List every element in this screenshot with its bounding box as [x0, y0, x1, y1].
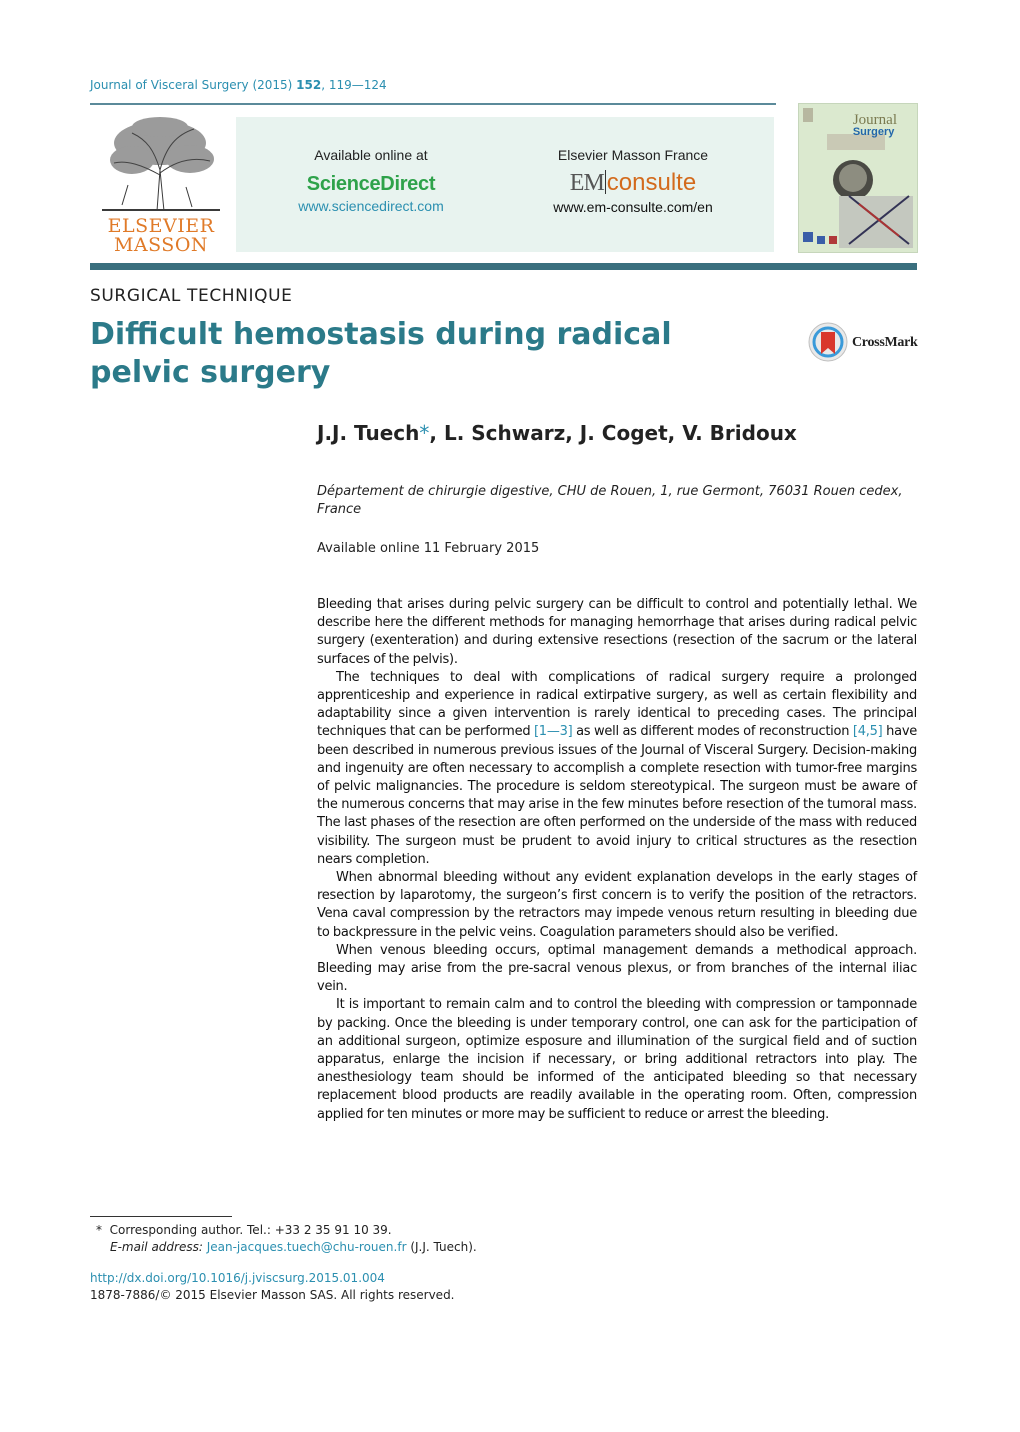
author-affiliation: Département de chirurgie digestive, CHU de Rouen, 1, rue Germont, 76031 Rouen cedex, France	[317, 484, 903, 517]
footnote-marker: *	[96, 1223, 102, 1237]
emconsulte-consulte: consulte	[606, 169, 697, 196]
emconsulte-logo	[498, 169, 768, 197]
reference-link-4-5[interactable]: [4,5]	[852, 724, 883, 740]
sciencedirect-link[interactable]: www.sciencedirect.com	[298, 198, 444, 214]
cover-title-journal: Journal	[852, 112, 897, 128]
footnote-corresponding: Corresponding author. Tel.: +33 2 35 91 10 39.	[109, 1223, 392, 1237]
article-section-label: SURGICAL TECHNIQUE	[90, 286, 293, 306]
citation-journal: Journal of Visceral Surgery (2015)	[90, 78, 293, 92]
footnote-email-name: (J.J. Tuech).	[410, 1240, 477, 1254]
body-paragraph-2-part-c: have been described in numerous previous issues of the Journal of Visceral Surgery. Decision-making and ingenuity are often necessary to accomplish a complete resection with tumor-free margins of pelvic malignancies. The procedure is seldom stereotypical. The surgeon must be aware of the numerous concerns that may arise in the few minutes before resection of the tumoral mass. The last phases of the resection are often performed on the underside of the mass with reduced visibility. The surgeon must be prudent to avoid injury to critical structures as the resection nears completion.	[317, 724, 918, 867]
elsevier-name: ELSEVIER	[107, 215, 215, 237]
body-paragraph-2-part-a: The techniques to deal with complications of radical surgery require a prolonged apprenticeship and experience in radical extirpative surgery, as well as certain flexibility and adaptability since a given intervention is rarely identical to preceding cases. The principal techniques that can be performed	[317, 669, 917, 740]
crossmark-icon	[808, 322, 848, 364]
publisher-france-label: Elsevier Masson France	[557, 147, 709, 163]
emconsulte-block	[498, 147, 768, 215]
article-title: Difficult hemostasis during radical pelvic surgery	[90, 317, 672, 390]
author-email-link[interactable]: Jean-jacques.tuech@chu-rouen.fr	[206, 1240, 407, 1254]
reference-link-1-3[interactable]: [1—3]	[533, 724, 573, 740]
emconsulte-em: EM	[569, 170, 604, 196]
cover-title-surgery: Surgery	[852, 126, 895, 138]
doi-link[interactable]: http://dx.doi.org/10.1016/j.jviscsurg.2015.01.004	[90, 1271, 385, 1285]
body-paragraph-2	[317, 669, 917, 869]
body-paragraph-3: When abnormal bleeding without any evident explanation develops in the early stages of resection by laparotomy, the surgeon’s first concern is to verify the position of the retractors. Vena caval compression by the retractors may impede venous return resulting in bleeding due to backpressure in the pelvic veins. Coagulation parameters should also be verified.	[317, 870, 917, 940]
body-paragraph-4: When venous bleeding occurs, optimal management demands a methodical approach. Bleeding may arise from the pre-sacral venous plexus, or from branches of the internal iliac vein.	[317, 942, 917, 995]
author-list	[317, 421, 797, 445]
journal-cover-thumbnail	[798, 103, 918, 253]
corresponding-author-footnote	[96, 1222, 477, 1256]
available-online-label: Available online at	[314, 147, 428, 163]
body-paragraph-5: It is important to remain calm and to control the bleeding with compression or tamponnade by packing. Once the bleeding is under temporary control, one can ask for the participation of an additional surgeon, optimize esposure and illumination of the surgical field and of suction apparatus, enlarge the incision if necessary, or bring additional retractors into play. The anesthesiology team should be informed of the anticipated bleeding so that necessary replacement blood products are readily available in the operating room. Often, compression applied for ten minutes or more may be sufficient to reduce or arrest the bleeding.	[317, 997, 917, 1122]
footnote-rule	[90, 1216, 232, 1217]
sciencedirect-block	[236, 147, 506, 214]
citation-volume: 152	[296, 78, 322, 92]
article-body	[317, 596, 917, 1124]
elsevier-masson-logo	[102, 115, 220, 255]
crossmark-label: CrossMark	[852, 335, 918, 350]
emconsulte-link[interactable]: www.em-consulte.com/en	[553, 199, 713, 215]
journal-citation[interactable]	[90, 78, 387, 92]
footnote-email-label: E-mail address:	[110, 1240, 203, 1254]
header-divider	[90, 263, 917, 270]
masson-name: MASSON	[113, 234, 209, 256]
copyright-line: 1878-7886/© 2015 Elsevier Masson SAS. All rights reserved.	[90, 1288, 455, 1302]
other-authors: , L. Schwarz, J. Coget, V. Bridoux	[429, 421, 797, 445]
body-paragraph-1: Bleeding that arises during pelvic surgery can be difficult to control and potentially lethal. We describe here the different methods for managing hemorrhage that arises during radical pelvic surgery (exenteration) and during extensive resections (resection of the sacrum or the lateral surfaces of the pelvis).	[317, 597, 917, 667]
available-online-date: Available online 11 February 2015	[317, 541, 540, 556]
header-rule	[90, 103, 776, 105]
cover-title	[853, 114, 897, 138]
crossmark-badge[interactable]	[808, 322, 928, 364]
sciencedirect-logo: ScienceDirect	[306, 173, 436, 195]
body-paragraph-2-part-b: as well as different modes of reconstruction	[572, 724, 853, 740]
availability-banner	[236, 117, 774, 252]
citation-pages: , 119—124	[321, 78, 387, 92]
corresponding-author-marker[interactable]: *	[419, 421, 430, 445]
elsevier-tree-icon	[102, 115, 220, 213]
first-author: J.J. Tuech	[317, 421, 420, 445]
